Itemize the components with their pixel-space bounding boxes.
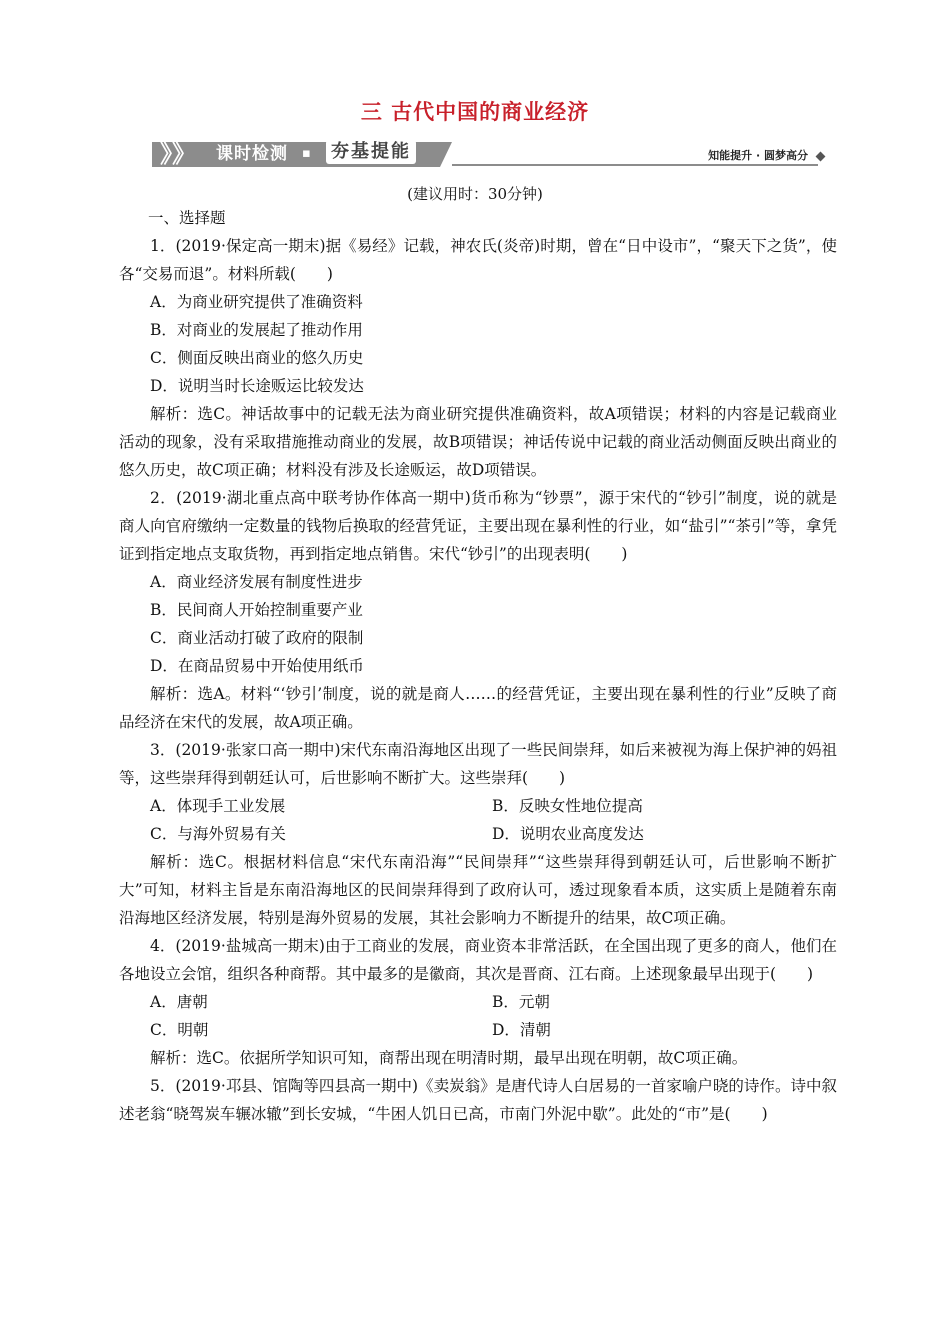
option-d: D．清朝 <box>492 1021 551 1039</box>
question-list <box>119 204 837 1128</box>
time-note: (建议用时：30分钟) <box>407 185 543 203</box>
option-d: D．说明当时长途贩运比较发达 <box>150 377 364 395</box>
option-b: B．元朝 <box>492 993 550 1011</box>
option-a: A．为商业研究提供了准确资料 <box>150 293 363 311</box>
diamond-icon <box>816 152 826 162</box>
answer-analysis: 解析：选C。神话故事中的记载无法为商业研究提供准确资料，故A项错误；材料的内容是记载商业活动的现象，没有采取措施推动商业的发展，故B项错误；神话传说中记载的商业活动侧面反映出商业的悠久历史，故C项正确；材料没有涉及长途贩运，故D项错误。 <box>119 405 837 479</box>
banner-tag: 夯基提能 <box>326 140 416 164</box>
question-stem: 1．(2019·保定高一期末)据《易经》记载，神农氏(炎帝)时期，曾在“日中设市”，“聚天下之货”，使各“交易而退”。材料所载( ) <box>119 237 837 283</box>
option-a: A．唐朝 <box>150 993 208 1011</box>
chevron-right-icon: 》》 <box>160 140 196 168</box>
question-stem: 5．(2019·邛县、馆陶等四县高一期中)《卖炭翁》是唐代诗人白居易的一首家喻户晓的诗作。诗中叙述老翁“晓驾炭车辗冰辙”到长安城，“牛困人饥日已高，市南门外泥中歇”。此处的“市”是( ) <box>119 1077 837 1123</box>
option-b: B．反映女性地位提高 <box>492 797 643 815</box>
option-c: C．明朝 <box>150 1021 209 1039</box>
option-a: A．体现手工业发展 <box>150 797 286 815</box>
page-title: 三 古代中国的商业经济 <box>360 100 590 124</box>
banner-slogan: 知能提升 · 圆梦高分 <box>708 149 808 162</box>
option-grid <box>119 792 837 848</box>
question-stem: 3．(2019·张家口高一期中)宋代东南沿海地区出现了一些民间崇拜，如后来被视为海上保护神的妈祖等，这些崇拜得到朝廷认可，后世影响不断扩大。这些崇拜( ) <box>119 741 837 787</box>
option-b: B．民间商人开始控制重要产业 <box>150 601 363 619</box>
option-c: C．侧面反映出商业的悠久历史 <box>150 349 364 367</box>
option-d: D．说明农业高度发达 <box>492 825 644 843</box>
option-b: B．对商业的发展起了推动作用 <box>150 321 363 339</box>
option-c: C．与海外贸易有关 <box>150 825 286 843</box>
answer-analysis: 解析：选C。依据所学知识可知，商帮出现在明清时期，最早出现在明朝，故C项正确。 <box>150 1049 748 1067</box>
banner-label: 课时检测 <box>216 144 288 164</box>
question-stem: 2．(2019·湖北重点高中联考协作体高一期中)货币称为“钞票”，源于宋代的“钞引”制度，说的就是商人向官府缴纳一定数量的钱物后换取的经营凭证，主要出现在暴利性的行业，如“盐引”“茶引”等，拿凭证到指定地点支取货物，再到指定地点销售。宋代“钞引”的出现表明( ) <box>119 489 837 563</box>
banner-divider <box>452 164 818 166</box>
question-stem: 4．(2019·盐城高一期末)由于工商业的发展，商业资本非常活跃，在全国出现了更多的商人，他们在各地设立会馆，组织各种商帮。其中最多的是徽商，其次是晋商、江右商。上述现象最早出现于( ) <box>119 937 837 983</box>
option-a: A．商业经济发展有制度性进步 <box>150 573 363 591</box>
option-grid <box>119 988 837 1044</box>
option-d: D．在商品贸易中开始使用纸币 <box>150 657 364 675</box>
banner-dot: ▪ <box>302 146 311 161</box>
section-title: 一、选择题 <box>148 209 226 227</box>
answer-analysis: 解析：选A。材料“‘钞引’制度，说的就是商人……的经营凭证，主要出现在暴利性的行业”反映了商品经济在宋代的发展，故A项正确。 <box>119 685 837 731</box>
option-c: C．商业活动打破了政府的限制 <box>150 629 364 647</box>
answer-analysis: 解析：选C。根据材料信息“宋代东南沿海”“民间崇拜”“这些崇拜得到朝廷认可，后世影响不断扩大”可知，材料主旨是东南沿海地区的民间崇拜得到了政府认可，透过现象看本质，这实质上是随着东南沿海地区经济发展，特别是海外贸易的发展，其社会影响力不断提升的结果，故C项正确。 <box>119 853 837 927</box>
section-banner <box>152 138 824 170</box>
